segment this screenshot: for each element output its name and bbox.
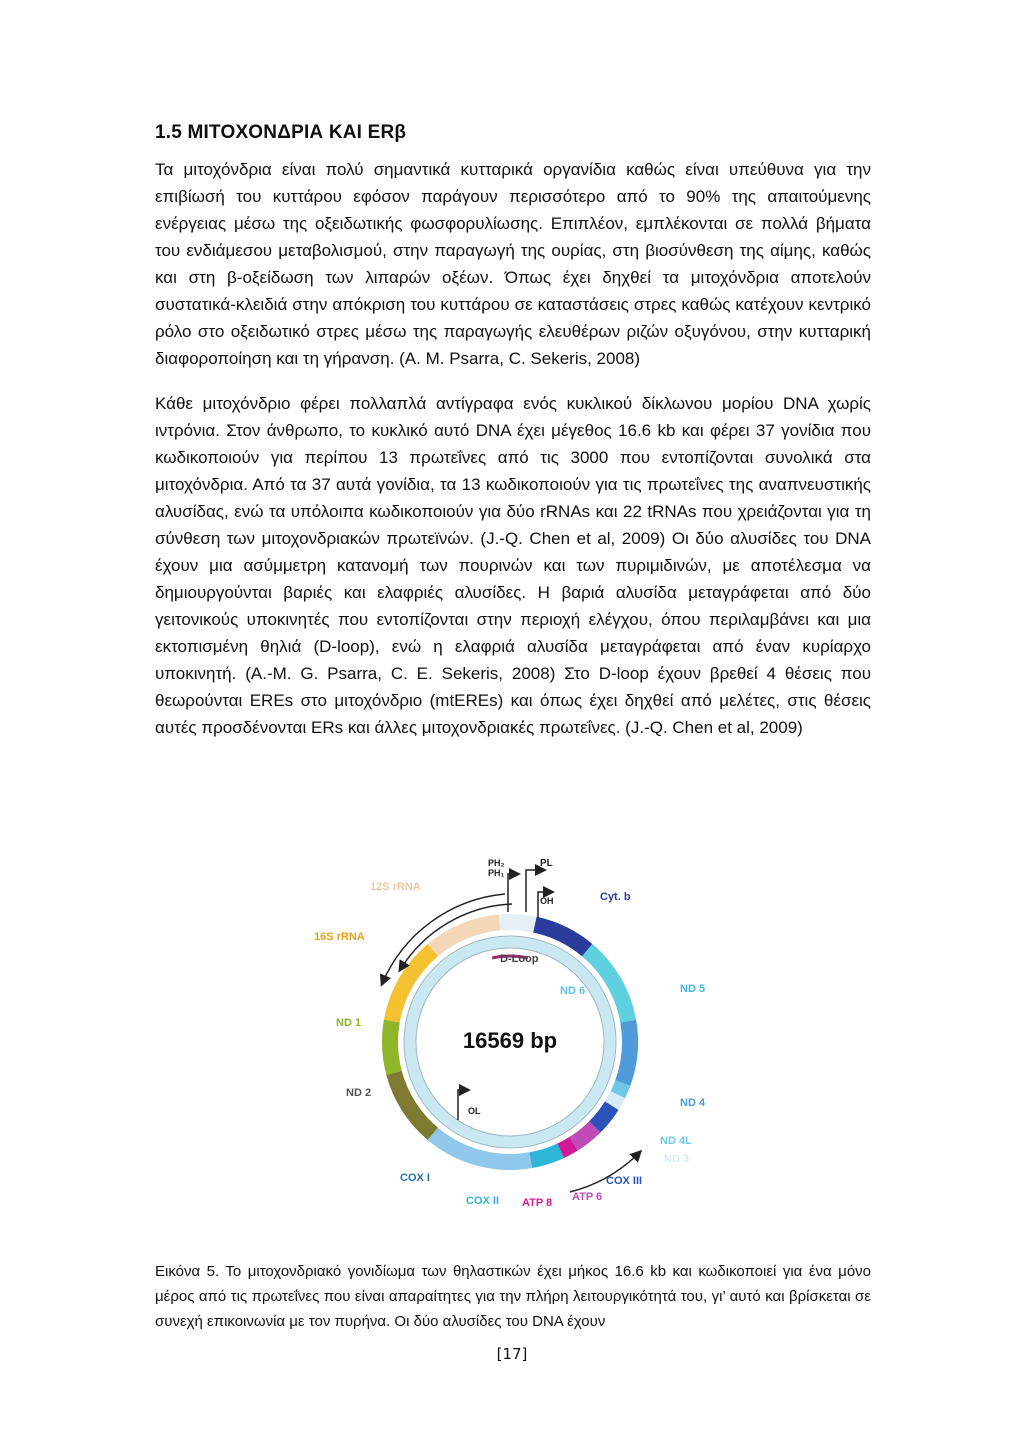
label-12s-rrna: 12S rRNA bbox=[370, 881, 421, 893]
gene-arc-nd1 bbox=[390, 1021, 394, 1073]
label-nd4: ND 4 bbox=[680, 1097, 706, 1109]
label-cytb: Cyt. b bbox=[600, 891, 631, 903]
label-16s-rrna: 16S rRNA bbox=[314, 931, 365, 943]
dloop-label: D-Loop bbox=[500, 953, 539, 965]
label-atp6: ATP 6 bbox=[572, 1191, 603, 1203]
ph2-label: PH₂ bbox=[488, 858, 505, 868]
origin-ol-mark bbox=[458, 1090, 468, 1120]
label-nd3: ND 3 bbox=[664, 1153, 690, 1165]
label-nd1: ND 1 bbox=[336, 1017, 362, 1029]
label-nd2: ND 2 bbox=[346, 1087, 372, 1099]
gene-arc-atp6 bbox=[574, 1127, 595, 1144]
page-number: [17] bbox=[496, 1345, 528, 1363]
gene-arc-nd4l bbox=[618, 1083, 623, 1095]
ph1-label: PH₁ bbox=[488, 868, 505, 878]
figure-caption: Εικόνα 5. Το μιτοχονδριακό γονιδίωμα των θηλαστικών έχει μήκος 16.6 kb και κωδικοποιεί για ένα μόνο μέρος από τις πρωτεΐνες που είναι απαραίτητες για την πλήρη λειτουργικότητά του, γι’ αυτό και βρίσκεται σε συνεχή επικοινωνία με τον πυρήνα. Οι δύο αλυσίδες του DNA έχουν bbox=[155, 1263, 871, 1330]
pl-label: PL bbox=[540, 858, 553, 869]
paragraph-2: Κάθε μιτοχόνδριο φέρει πολλαπλά αντίγραφα ενός κυκλικού δίκλωνου μορίου DNA χωρίς ιντρόνια. Στον άνθρωπο, το κυκλικό αυτό DNA έχει μέγεθος 16.6 kb και φέρει 37 γονίδια που κωδικοποιούν για περίπου 13 πρωτεΐνες από τις 3000 που εντοπίζονται συνολικά στα μιτοχόνδρια. Από τα 37 αυτά γονίδια, τα 13 κωδικοποιούν για τις πρωτεΐνες της αναπνευστικής αλυσίδας, ενώ τα υπόλοιπα κωδικοποιούν για δύο rRNAs και 22 tRNAs που χρειάζονται για τη σύνθεση των μιτοχονδριακών πρωτεϊνών. (J.-Q. Chen et al, 2009) Οι δύο αλυσίδες του DNA έχουν μια ασύμμετρη κατανομή των πουρινών και των πυριμιδινών, με αποτέλεσμα να δημιουργούνται βαριές και ελαφριές αλυσίδες. Η βαριά αλυσίδα μεταγράφεται από δύο γειτονικούς υποκινητές που εντοπίζονται στην περιοχή ελέγχου, όπου περιλαμβάνει και μια εκτοπισμένη θηλιά (D-loop), ενώ η ελαφριά αλυσίδα μεταγράφεται από έναν κυρίαρχο υποκινητή. (A.-M. G. Psarra, C. E. Sekeris, 2008) Στο D-loop έχουν βρεθεί 4 θέσεις που θεωρούνται EREs στο μιτοχόνδριο (mtEREs) και όπως έχει δηχθεί από μελέτες, στις θέσεις αυτές προσδένονται ERs και άλλες μιτοχονδριακές πρωτεΐνες. (J.-Q. Chen et al, 2009) bbox=[155, 394, 871, 737]
main-content bbox=[155, 122, 871, 741]
gene-arc-cox2 bbox=[531, 1151, 561, 1160]
oh-label: OH bbox=[540, 896, 554, 906]
genome-size-label: 16569 bp bbox=[462, 1028, 558, 1053]
gene-arc-cox3 bbox=[595, 1106, 612, 1127]
label-nd5: ND 5 bbox=[680, 983, 706, 995]
mtdna-map-diagram bbox=[300, 852, 706, 1222]
label-atp8: ATP 8 bbox=[522, 1197, 553, 1209]
label-cox2: COX II bbox=[466, 1195, 500, 1207]
gene-arc-nd4 bbox=[623, 1021, 630, 1083]
ol-label: OL bbox=[468, 1106, 481, 1116]
label-nd4l: ND 4L bbox=[660, 1135, 692, 1147]
section-title: 1.5 ΜΙΤΟΧΟΝΔΡΙΑ ΚΑΙ ERβ bbox=[155, 122, 407, 143]
label-nd6: ND 6 bbox=[560, 985, 586, 997]
label-cox3: COX III bbox=[606, 1175, 643, 1187]
promoter-ph2-mark bbox=[508, 874, 518, 912]
gene-arc-atp8 bbox=[561, 1144, 574, 1151]
mtdna-figure bbox=[300, 852, 706, 1222]
paragraph-1: Τα μιτοχόνδρια είναι πολύ σημαντικά κυτταρικά οργανίδια καθώς είναι υπεύθυνα για την επιβίωσή του κυττάρου εφόσον παράγουν περισσότερο από το 90% της απαιτούμενης ενέργειας μέσω της οξειδωτικής φωσφορυλίωσης. Επιπλέον, εμπλέκονται σε πολλά βήματα του ενδιάμεσου μεταβολισμού, στην παραγωγή της ουρίας, στη βιοσύνθεση της αίμης, καθώς και στη β-οξείδωση των λιπαρών οξέων. Όπως έχει δηχθεί τα μιτοχόνδρια αποτελούν συστατικά-κλειδιά στην απόκριση του κυττάρου σε καταστάσεις στρες καθώς κατέχουν κεντρικό ρόλο στο οξειδωτικό στρες μέσω της παραγωγής ελευθέρων ριζών οξυγόνου, στην κυτταρική διαφοροποίηση και τη γήρανση. (A. M. Psarra, C. Sekeris, 2008) bbox=[155, 160, 871, 368]
gene-arc-nd3 bbox=[612, 1095, 618, 1106]
label-cox1: COX I bbox=[400, 1172, 430, 1184]
